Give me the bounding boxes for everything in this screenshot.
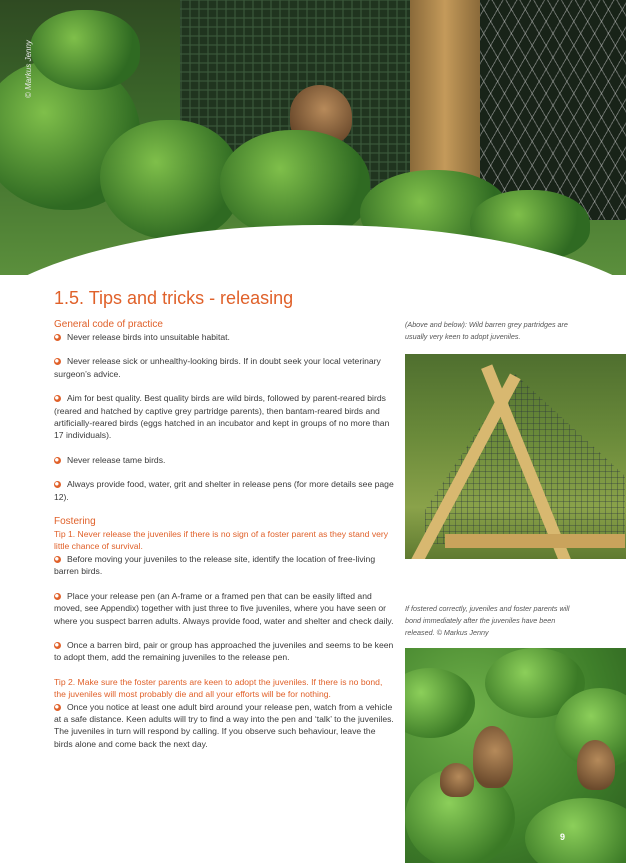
general-heading: General code of practice <box>54 319 163 330</box>
partridges-photo <box>405 648 626 863</box>
leaf <box>405 668 475 738</box>
list-item: Never release birds into unsuitable habitat. <box>54 331 394 343</box>
list-item: Before moving your juveniles to the release site, identify the location of free-living barren birds. <box>54 553 376 577</box>
leaf <box>30 10 140 90</box>
list-item: Place your release pen (an A-frame or a framed pen that can be easily lifted and moved, see Appendix) together with just three to five juveniles, where you have seen or where you suspect barren adults. Always provide food, water and shelter and check daily. <box>54 590 394 626</box>
bullet-icon <box>54 358 61 365</box>
list-item: Once you notice at least one adult bird around your release pen, watch from a vehicle at a safe distance. Keen adults will try to find a way into the pen and ‘talk’ to the juveniles. The juveniles in turn will respond by calling. If you observe such behaviour, leave the birds alone and come back the next day. <box>54 701 394 749</box>
hero-photo <box>0 0 626 275</box>
bullet-icon <box>54 457 61 464</box>
caption-top: (Above and below): Wild barren grey partridges are usually very keen to adopt juveniles. <box>405 320 568 341</box>
page-number: 9 <box>560 832 566 842</box>
pen-base <box>445 534 625 548</box>
tip-1: Tip 1. Never release the juveniles if there is no sign of a foster parent as they stand very little chance of survival. <box>54 529 389 552</box>
leaf <box>220 130 370 240</box>
leaf <box>525 798 626 863</box>
list-item: Aim for best quality. Best quality birds are wild birds, followed by parent-reared birds (reared and hatched by captive grey partridge parents), then bantam-reared birds and artificially-reared birds (eggs hatched in an incubator and kept in groups of no more than 17 individuals). <box>54 393 390 441</box>
bullet-icon <box>54 704 61 711</box>
main-column <box>54 318 394 750</box>
bullet-icon <box>54 395 61 402</box>
bullet-icon <box>54 334 61 341</box>
fostering-heading: Fostering <box>54 516 96 528</box>
page-title: 1.5. Tips and tricks - releasing <box>54 288 294 308</box>
bullet-icon <box>54 593 61 600</box>
partridge <box>473 726 513 788</box>
leaf <box>100 120 240 240</box>
list-item: Never release tame birds. <box>54 454 394 466</box>
caption-bottom: If fostered correctly, juveniles and foster parents will bond immediately after the juveniles have been released. © Markus Jenny <box>405 604 570 637</box>
tip-2: Tip 2. Make sure the foster parents are keen to adopt the juveniles. If there is no bond, the juveniles will most probably die and all your efforts will be for nothing. <box>54 676 383 700</box>
bullet-icon <box>54 556 61 563</box>
a-frame-pen-photo <box>405 354 626 559</box>
list-item: Never release sick or unhealthy-looking birds. If in doubt seek your local veterinary surgeon’s advice. <box>54 356 381 379</box>
photo-credit: © Markus Jenny <box>24 40 33 98</box>
bullet-icon <box>54 481 61 488</box>
partridge <box>577 740 615 790</box>
bullet-icon <box>54 642 61 649</box>
chicken-wire <box>480 0 626 220</box>
list-item: Once a barren bird, pair or group has approached the juveniles and seems to be keen to adopt them, add the remaining juveniles to the release pen. <box>54 639 394 663</box>
list-item: Always provide food, water, grit and shelter in release pens (for more details see page 12). <box>54 479 394 502</box>
partridge <box>440 763 474 797</box>
